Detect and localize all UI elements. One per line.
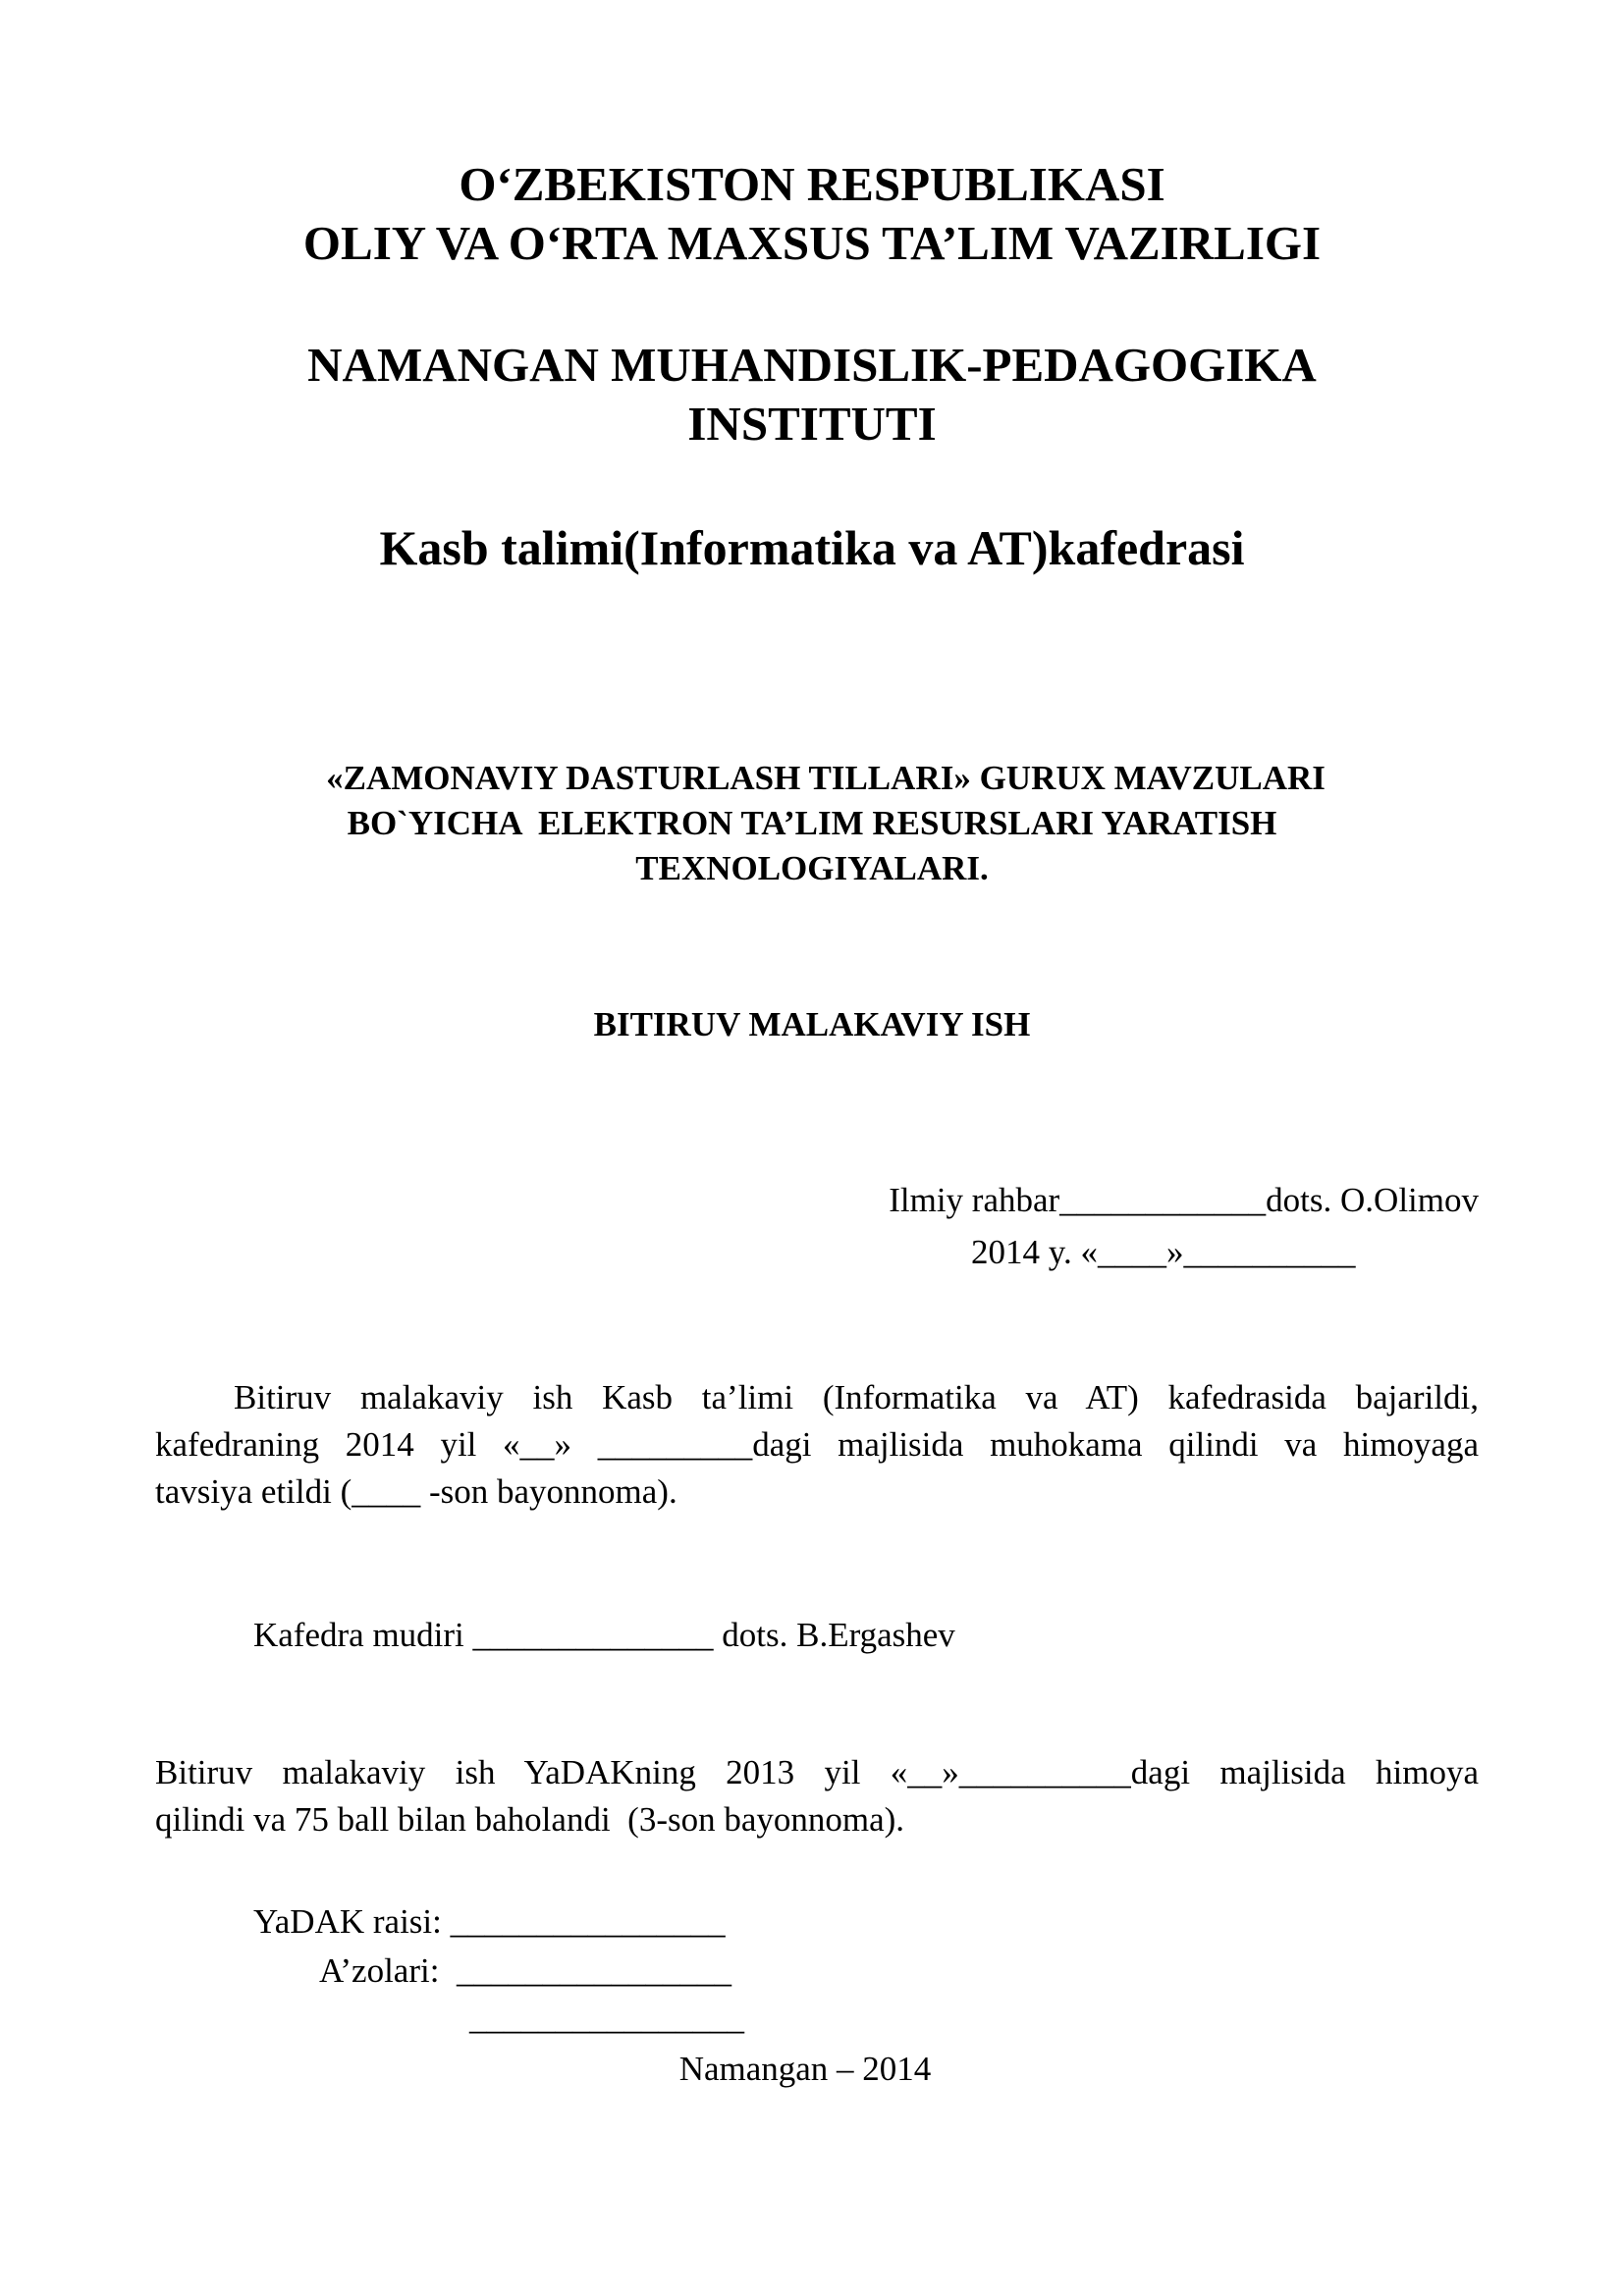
defense-line2: qilindi va 75 ball bilan baholandi (3-son bayonnoma). bbox=[155, 1800, 905, 1839]
head-of-department: Kafedra mudiri ______________ dots. B.Ergashev bbox=[253, 1616, 955, 1654]
approval-paragraph bbox=[155, 1374, 1479, 1516]
institute-header bbox=[0, 336, 1624, 454]
supervisor-date: 2014 y. «____»__________ bbox=[971, 1233, 1356, 1271]
header-country: O‘ZBEKISTON RESPUBLIKASI bbox=[459, 157, 1165, 211]
topic-title bbox=[0, 756, 1624, 891]
approval-line3: tavsiya etildi (____ -son bayonnoma). bbox=[155, 1472, 677, 1511]
approval-line1: Bitiruv malakaviy ish Kasb ta’limi (Informatika va AT) kafedrasida bajarildi, bbox=[234, 1378, 1479, 1416]
header-ministry: OLIY VA O‘RTA MAXSUS TA’LIM VAZIRLIGI bbox=[302, 216, 1322, 270]
ministry-header bbox=[0, 155, 1624, 273]
committee-chair: YaDAK raisi: ________________ bbox=[253, 1902, 726, 1941]
footer-text: Namangan – 2014 bbox=[678, 2050, 932, 2088]
defense-paragraph bbox=[155, 1749, 1479, 1843]
institute-name-line2: INSTITUTI bbox=[687, 397, 937, 451]
department-title: Kasb talimi(Informatika va AT)kafedrasi bbox=[379, 520, 1245, 575]
work-type: BITIRUV MALAKAVIY ISH bbox=[593, 1005, 1031, 1043]
place-and-year bbox=[0, 2046, 1624, 2093]
committee-extra-line: ________________ bbox=[469, 1999, 744, 2037]
institute-name-line1: NAMANGAN MUHANDISLIK-PEDAGOGIKA bbox=[307, 338, 1317, 392]
supervisor-line: Ilmiy rahbar____________dots. O.Olimov bbox=[889, 1181, 1479, 1219]
defense-line1: Bitiruv malakaviy ish YaDAKning 2013 yil «__»__________dagi majlisida himoya bbox=[155, 1753, 1479, 1791]
committee-members: A’zolari: ________________ bbox=[319, 1951, 731, 1990]
topic-line3: TEXNOLOGIYALARI. bbox=[635, 849, 989, 887]
approval-line2: kafedraning 2014 yil «__» _________dagi majlisida muhokama qilindi va himoyaga bbox=[155, 1425, 1479, 1464]
topic-line1: «ZAMONAVIY DASTURLASH TILLARI» GURUX MAVZULARI bbox=[326, 759, 1326, 797]
topic-line2: BO`YICHA ELEKTRON TA’LIM RESURSLARI YARATISH bbox=[347, 804, 1277, 842]
